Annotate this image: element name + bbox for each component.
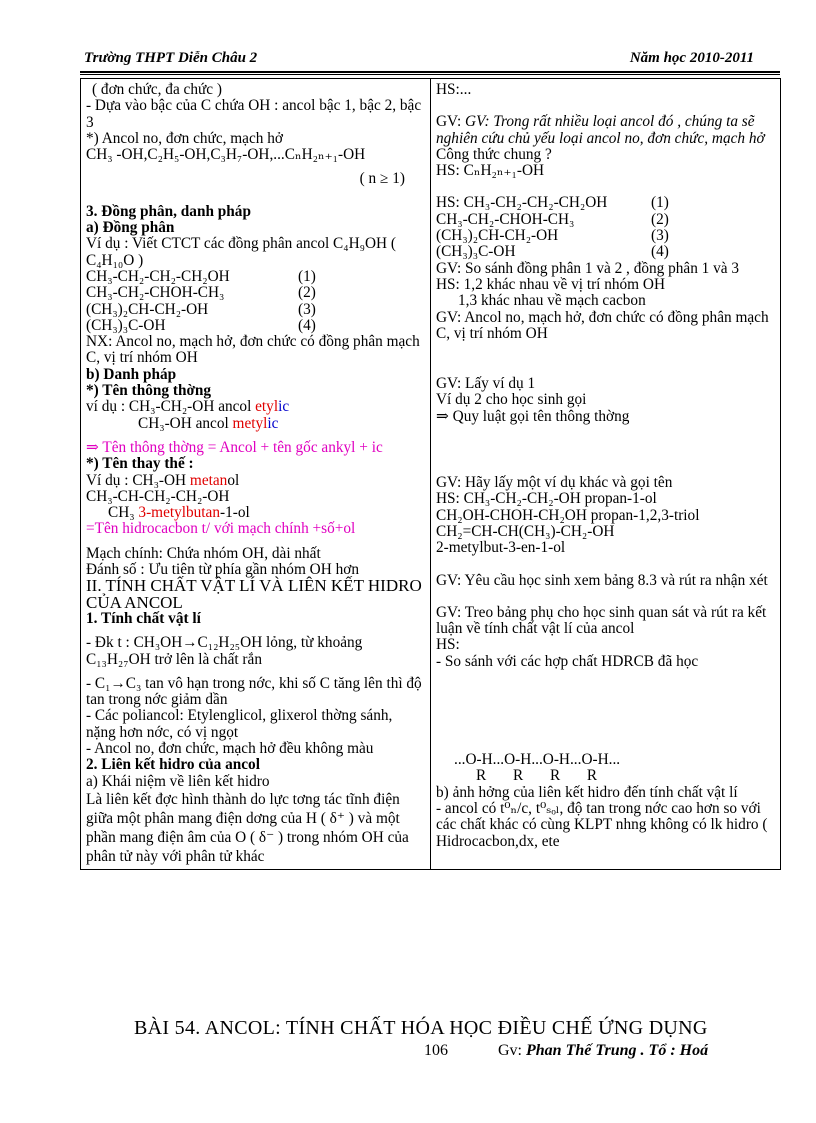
example-text: CH₃-OH ancol: [138, 414, 233, 432]
text-line: 1,3 khác nhau về mạch cacbon: [458, 292, 646, 310]
isomer-formula: HS: CH₃-CH₂-CH₂-CH₂OH: [436, 194, 608, 212]
lesson-table: [80, 78, 781, 870]
author-credit: [498, 1042, 708, 1060]
example-line: [86, 473, 425, 489]
page-number: 106: [424, 1042, 448, 1059]
text-line: - Ancol no, đơn chức, mạch hở đều không màu: [86, 739, 374, 757]
formula-line: HS: CₙH₂ₙ₊₁-OH: [436, 162, 545, 180]
right-column: [431, 79, 781, 870]
formula-line: CH₃ -OH,C₂H₅-OH,C₃H₇-OH,...CₙH₂ₙ₊₁-OH: [86, 146, 366, 164]
text-line: b) ảnh hởng của liên kết hidro đến tính chất vật lí: [436, 783, 738, 801]
text-line: - So sánh với các hợp chất HDRCB đã học: [436, 652, 699, 670]
text-line: - Các poliancol: Etylenglicol, glixerol thờng sánh, nặng hơn nớc, có vị ngọt: [86, 707, 393, 741]
text-line: Mạch chính: Chứa nhóm OH, dài nhất: [86, 544, 321, 562]
formula-line: HS: CH₃-CH₂-CH₂-OH propan-1-ol: [436, 490, 657, 508]
subsection-title: b) Danh pháp: [86, 365, 177, 383]
subsection-title: a) Khái niệm về liên kết hidro: [86, 772, 270, 790]
section-title: II. TÍNH CHẤT VẬT LÍ VÀ LIÊN KẾT HIDRO CỦA ANCOL: [86, 576, 422, 612]
name-suffix: -1-ol: [220, 504, 250, 522]
example-line: [86, 416, 425, 432]
formula-line: CH₃-CH-CH₂-CH₂-OH: [86, 487, 230, 505]
isomer-line: [436, 212, 775, 228]
text-line: Ví dụ 2 cho học sinh gọi: [436, 391, 587, 409]
author-prefix: Gv:: [498, 1042, 526, 1059]
subsection-title: *) Tên thay thế :: [86, 455, 194, 473]
subsection-title: a) Đồng phân: [86, 219, 175, 237]
isomer-formula: (CH₃)₃C-OH: [86, 316, 166, 334]
hbond-groups: R R R R: [476, 767, 598, 785]
text-line: - Dựa vào bậc của C chứa OH : ancol bậc 1, bậc 2, bậc 3: [86, 97, 422, 131]
text-line: Là liên kết đợc hình thành do lực tơng tác tĩnh điện giữa một phân mang điện dơng của H ( δ⁺ ) và một phần mang điện âm của O ( δ⁻ ) trong nhóm OH của phân tử này với phân tử khác: [86, 790, 409, 865]
name-root: metyl: [232, 414, 268, 432]
subsection-title: *) Tên thông thờng: [86, 382, 212, 400]
isomer-number: (1): [651, 194, 669, 212]
isomer-number: (4): [298, 316, 316, 334]
isomer-line: [86, 285, 425, 301]
isomer-number: (2): [298, 284, 316, 302]
isomer-line: [436, 244, 775, 260]
name-suffix: ic: [278, 398, 290, 416]
teacher-italic-text: GV: Trong rất nhiều loại ancol đó , chúng ta sẽ nghiên cứu chủ yếu loại ancol no, đơn chức, mạch hở: [436, 113, 765, 147]
section-title: 3. Đồng phân, danh pháp: [86, 202, 251, 220]
isomer-line: [86, 269, 425, 285]
subsection-title: 1. Tính chất vật lí: [86, 609, 201, 627]
header-school: Trường THPT Diễn Châu 2: [84, 50, 258, 66]
text-line: NX: Ancol no, mạch hở, đơn chức có đồng phân mạch C, vị trí nhóm OH: [86, 333, 420, 367]
name-root: metan: [189, 471, 228, 489]
isomer-formula: CH₃-CH₂-CHOH-CH₃: [436, 210, 575, 228]
text-line: GV: Hãy lấy một ví dụ khác và gọi tên: [436, 474, 673, 492]
isomer-line: [86, 302, 425, 318]
header-rule: [80, 71, 780, 73]
text-line: [436, 114, 775, 147]
left-column: [81, 79, 431, 870]
text-line: - C₁→C₃ tan vô hạn trong nớc, khi số C tăng lên thì độ tan trong nớc giảm dần: [86, 674, 422, 709]
text-line: Công thức chung ?: [436, 145, 552, 163]
text-line: GV: So sánh đồng phân 1 và 2 , đồng phân 1 và 3: [436, 259, 740, 277]
formula-line: CH₂=CH-CH(CH₃)-CH₂-OH: [436, 522, 615, 540]
text-line: - Đk t : CH₃OH→C₁₂H₂₅OH lỏng, từ khoảng C₁₃H₂₇OH trở lên là chất rắn: [86, 634, 363, 668]
isomer-formula: (CH₃)₂CH-CH₂-OH: [436, 227, 559, 245]
formula-line: CH₂OH-CHOH-CH₂OH propan-1,2,3-triol: [436, 506, 700, 524]
example-text: Ví dụ : CH₃-OH: [86, 471, 190, 489]
header-rule-thin: [80, 74, 780, 75]
name-root: etyl: [255, 398, 279, 416]
text-line: HS:: [436, 636, 460, 654]
isomer-number: (2): [651, 210, 669, 228]
rule-line: ⇒ Tên thông thờng = Ancol + tên gốc ankyl + ic: [86, 438, 383, 456]
example-text: ví dụ : CH₃-CH₂-OH ancol: [86, 398, 256, 416]
text-line: GV: Yêu cầu học sinh xem bảng 8.3 và rút ra nhận xét: [436, 571, 768, 589]
name-root: 3-metylbutan: [138, 504, 220, 522]
example-line: [86, 505, 425, 521]
text-line: Đánh số : Ưu tiên từ phía gần nhóm OH hơn: [86, 561, 359, 579]
formula-condition: ( n ≥ 1): [359, 170, 405, 188]
isomer-number: (1): [298, 267, 316, 285]
text-line: - ancol có t⁰ₙ/c, t⁰ₛₒₗ, độ tan trong nớc cao hơn so với các chất khác có cùng KLPT nhng không có lk hidro ( Hidrocacbon,dx, ete: [436, 799, 768, 850]
isomer-formula: (CH₃)₃C-OH: [436, 243, 516, 261]
hbond-chain: ...O-H...O-H...O-H...O-H...: [454, 751, 621, 769]
text-line: GV: Ancol no, mạch hở, đơn chức có đồng phân mạch C, vị trí nhóm OH: [436, 308, 769, 342]
isomer-number: (4): [651, 243, 669, 261]
isomer-formula: CH₃-CH₂-CHOH-CH₃: [86, 284, 225, 302]
text-line: GV: Treo bảng phụ cho học sinh quan sát và rút ra kết luận về tính chất vật lí của ancol: [436, 603, 767, 638]
subsection-title: 2. Liên kết hidro của ancol: [86, 756, 260, 774]
text-line: *) Ancol no, đơn chức, mạch hở: [86, 129, 283, 147]
name-suffix: ol: [227, 471, 240, 489]
isomer-formula: (CH₃)₂CH-CH₂-OH: [86, 300, 209, 318]
lesson-title: BÀI 54. ANCOL: TÍNH CHẤT HÓA HỌC ĐIỀU CHẾ ỨNG DỤNG: [134, 1017, 708, 1039]
text-line: ( đơn chức, đa chức ): [92, 82, 222, 98]
example-text: CH₃: [108, 504, 139, 522]
isomer-line: [436, 195, 775, 211]
text-line: GV: Lấy ví dụ 1: [436, 375, 536, 393]
example-line: [86, 399, 425, 415]
formula-line: 2-metylbut-3-en-1-ol: [436, 539, 566, 557]
isomer-line: [436, 228, 775, 244]
speaker-label: GV:: [436, 113, 466, 131]
name-suffix: ic: [267, 414, 279, 432]
text-line: HS: 1,2 khác nhau về vị trí nhóm OH: [436, 275, 665, 293]
text-line: Ví dụ : Viết CTCT các đồng phân ancol C₄H₉OH ( C₄H₁₀O ): [86, 235, 396, 269]
text-line: HS:...: [436, 82, 472, 98]
author-name: Phan Thế Trung . Tổ : Hoá: [526, 1042, 709, 1059]
isomer-formula: CH₃-CH₂-CH₂-CH₂OH: [86, 267, 230, 285]
isomer-line: [86, 318, 425, 334]
isomer-number: (3): [298, 300, 316, 318]
isomer-number: (3): [651, 227, 669, 245]
text-line: ⇒ Quy luật gọi tên thông thờng: [436, 407, 630, 425]
header-year: Năm học 2010-2011: [629, 50, 754, 66]
rule-line: =Tên hidrocacbon t/ với mạch chính +số+ol: [86, 520, 356, 538]
